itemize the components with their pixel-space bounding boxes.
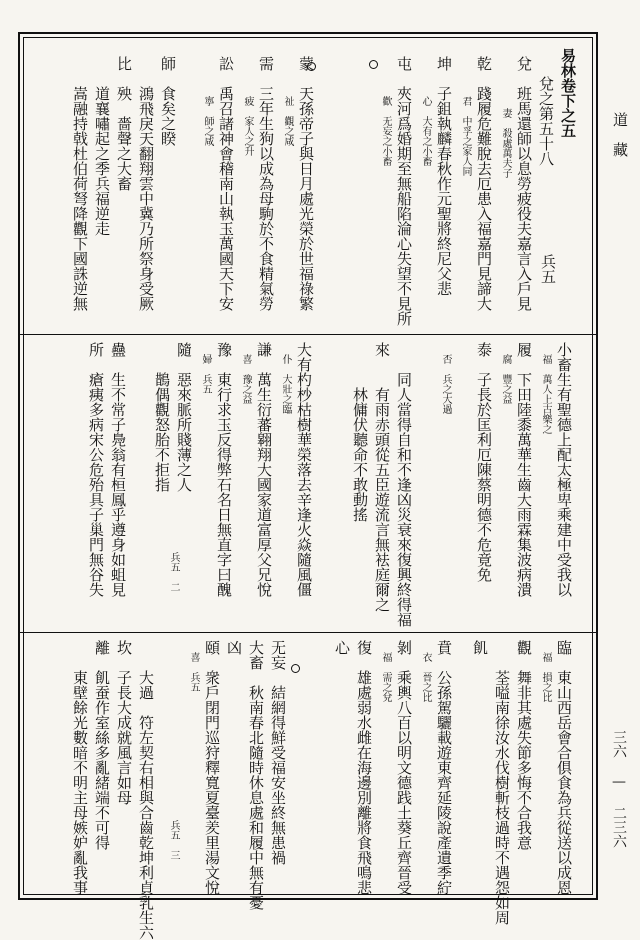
section-1-col-16: 師 食矣之睽 <box>159 56 177 146</box>
section-3-col-16: 大過 符左契右相與合齒乾坤利貞乳生六 <box>137 640 155 940</box>
section-2-col-8: 林傭伏聽命不敢動搖 <box>351 342 369 522</box>
section-3-col-15: 喜 兵五 <box>188 652 199 692</box>
section-2-col-2: 履 下田陸黍萬華生齒大雨霖集波病潰 <box>515 342 533 597</box>
section-1-col-3: 妻 殺處萬夫子 <box>500 108 511 178</box>
section-3-col-20: 兵五 三 <box>168 820 179 860</box>
section-1-col-15: 寧 師之咸 <box>202 96 213 146</box>
section-3-col-1: 福 損之比 <box>540 652 551 702</box>
section-1-col-19: 道襄嘯起之季兵福逆走 <box>93 56 111 236</box>
section-2-col-19: 兵五 二 <box>168 552 179 592</box>
section-2-col-16: 鵲偶觀怒胎不拒指 <box>153 342 171 492</box>
section-1-col-12: 需 三年生狗以成為母駒於不食精氣勞 <box>257 56 275 311</box>
section-2-col-6: 同人當得自和不逢凶災衰來復興終得福 <box>395 342 413 627</box>
section-2-col-4: 泰 子長於匡利厄陳蔡明德不危竟免 <box>475 342 493 582</box>
section-1-col-1: 兌之第五十八 <box>537 76 555 166</box>
section-3-col-17: 坎 子長大成就風言如母 <box>115 640 133 805</box>
section-3-col-14: 頤 衆戶閉門巡狩釋寬夏臺羑里湯文悅 <box>203 640 221 895</box>
section-1-col-17: 鴻飛戾天翻翔雲中冀乃所祭身受厥 <box>137 56 155 311</box>
section-marker-3 <box>291 664 300 673</box>
section-2-col-3: 腐 豐之益 <box>500 354 511 404</box>
section-3-col-8: 福 需之兌 <box>380 652 391 702</box>
section-1-col-9: 歡 无妄之小畜 <box>380 96 391 166</box>
section-3-col-0: 臨 東山西岳會合俱食為兵從送以成恩 <box>555 640 573 895</box>
section-2-col-18: 所 瘡痍多病宋公危殆具子巢門無谷失 <box>87 342 105 597</box>
section-3-col-10: 心 <box>333 640 351 655</box>
section-2-col-11: 謙 萬生衍蕃翱翔大國家道富厚父兄悅 <box>255 342 273 597</box>
section-2-col-13: 豫 東行求玉反得弊石名日無直字曰醜 <box>215 342 233 597</box>
section-3-col-5: 賁 公孫駕驪載遊東齊延陵說產遺季紵 <box>435 640 453 895</box>
section-1-col-18: 比 殃 嗇聲之大畜 <box>115 56 133 191</box>
section-3-col-13: 凶 <box>225 640 243 655</box>
section-2-col-1: 福 萬人上古樂之 <box>540 354 551 434</box>
section-2-col-9: 大有杓杪枯樹華榮落去辛逢火焱隨風僵 <box>295 342 313 597</box>
section-2-col-17: 蠱 生不常子鳧翁有桓鳳乎遵身如蛆見 <box>109 342 127 597</box>
section-1-col-21: 兵五 <box>539 254 557 284</box>
section-1-col-2: 兌 班馬還師以息勞疲役夫嘉言入戶見 <box>515 56 533 311</box>
section-1-col-13: 疲 家人之升 <box>242 96 253 156</box>
section-1-col-5: 君 中孚之家人同 <box>460 96 471 176</box>
section-2-col-10: 仆 大壯之臨 <box>280 354 291 414</box>
margin-page-number: 三六 — 二三六 <box>611 730 627 848</box>
section-3-col-6: 衣 晉之比 <box>420 652 431 702</box>
section-1-col-11: 祉 觀之咸 <box>282 96 293 146</box>
section-1-col-8: 屯 夾河爲婚期至無船陷淪心失望不見所 <box>395 56 413 326</box>
section-3-col-3: 荃嗌南徐汝水伐樹斬枝過時不遇怨如周 <box>493 640 511 925</box>
section-marker-1 <box>307 62 316 71</box>
section-1-col-14: 訟 禹召諸神會稽南山執玉萬國天下安 <box>217 56 235 311</box>
section-2-col-15: 隨 惡來脈所賤薄之人 <box>175 342 193 492</box>
section-2-col-14: 婦 兵五 <box>200 354 211 394</box>
section-marker-2 <box>369 60 378 69</box>
section-3-col-18: 離 飢蚕作室絲多亂緒端不可得 <box>93 640 111 850</box>
section-1-col-4: 乾 踐履危難脫去厄患入福嘉門見諦大 <box>475 56 493 311</box>
section-3-col-12: 大畜 秋南春北隨時休息處和履中無有憂 <box>247 640 265 910</box>
section-divider-1 <box>20 334 596 335</box>
section-2-col-5: 否 兵之大過 <box>440 354 451 414</box>
section-3-col-19: 東壁餘光數暗不明主母嫉妒亂我事 <box>71 640 89 895</box>
section-3-col-4: 飢 <box>471 640 489 670</box>
section-2-col-12: 喜 豫之益 <box>240 354 251 404</box>
section-3-col-2: 觀 舞非其處失節多悔不合我意 <box>515 640 533 850</box>
margin-title: 道 藏 <box>611 112 629 157</box>
section-3-col-7: 剝 乘輿八百以明文德践土葵丘齊晉受 <box>395 640 413 895</box>
section-2-col-7: 來 有雨赤頭從五臣遊流言無袪庭爾之 <box>373 342 391 612</box>
section-divider-2 <box>20 632 596 633</box>
section-1-col-7: 心 大有之小畜 <box>420 96 431 166</box>
section-3-col-11: 无妄 結網得鮮受福安坐終無患禍 <box>269 640 287 865</box>
section-1-col-20: 嵩融持戟杜伯荷弩降觀下國誅逆無 <box>71 56 89 311</box>
section-3-col-9: 復 雄處弱水雌在海邊別離將食飛鳴悲 <box>355 640 373 895</box>
section-1-col-6: 坤 子鉏執麟春秋作元聖將終尼父悲 <box>435 56 453 296</box>
section-1-col-0: 易林卷下之五 <box>559 48 577 138</box>
section-1-col-10: 蒙 天孫帝子與日月處光榮於世福祿繁 <box>297 56 315 311</box>
section-2-col-0: 小畜生有聖德上配太極卑乘建中受我以 <box>555 342 573 597</box>
